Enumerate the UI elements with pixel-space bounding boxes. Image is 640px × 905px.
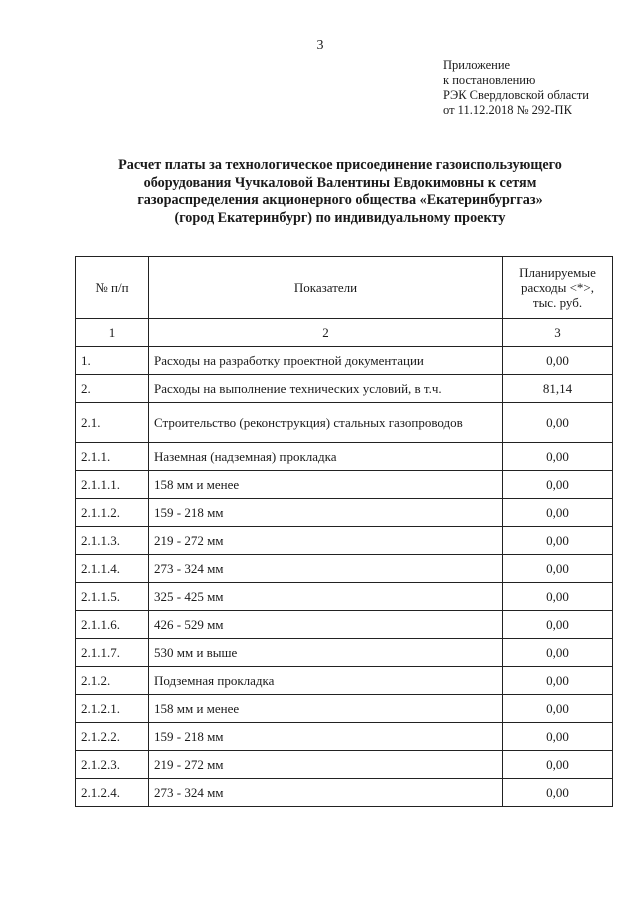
row-number: 2.1.1.2. — [76, 499, 149, 527]
header-cost — [503, 257, 613, 319]
title-line: оборудования Чучкаловой Валентины Евдокимовны к сетям — [143, 174, 537, 191]
column-number: 3 — [503, 319, 613, 347]
row-number: 2. — [76, 375, 149, 403]
row-value: 0,00 — [503, 443, 613, 471]
row-value: 0,00 — [503, 471, 613, 499]
row-value: 0,00 — [503, 779, 613, 807]
row-value: 0,00 — [503, 695, 613, 723]
document-title — [60, 157, 620, 227]
table-row — [76, 583, 613, 611]
row-value: 0,00 — [503, 611, 613, 639]
row-name: 273 - 324 мм — [149, 555, 503, 583]
row-number: 2.1.1.1. — [76, 471, 149, 499]
table-row — [76, 611, 613, 639]
row-value: 0,00 — [503, 527, 613, 555]
row-name: 219 - 272 мм — [149, 527, 503, 555]
appendix-line: Приложение — [443, 58, 511, 72]
row-name: 530 мм и выше — [149, 639, 503, 667]
row-name: 219 - 272 мм — [149, 751, 503, 779]
row-value: 0,00 — [503, 555, 613, 583]
appendix-line: РЭК Свердловской области — [443, 88, 589, 102]
table-row — [76, 555, 613, 583]
row-name: Строительство (реконструкция) стальных газопроводов — [149, 403, 503, 443]
row-value: 0,00 — [503, 639, 613, 667]
title-line: газораспределения акционерного общества «Екатеринбурггаз» — [137, 192, 543, 208]
row-name: 325 - 425 мм — [149, 583, 503, 611]
row-name: Подземная прокладка — [149, 667, 503, 695]
column-number: 2 — [149, 319, 503, 347]
table-row — [76, 527, 613, 555]
table-row — [76, 639, 613, 667]
table-row — [76, 667, 613, 695]
table-row — [76, 375, 613, 403]
row-value: 0,00 — [503, 723, 613, 751]
table-row — [76, 403, 613, 443]
column-number: 1 — [76, 319, 149, 347]
row-number: 2.1.2.4. — [76, 779, 149, 807]
header-num: № п/п — [76, 257, 149, 319]
fee-calculation-table — [75, 256, 613, 807]
row-name: Наземная (надземная) прокладка — [149, 443, 503, 471]
page-number: 3 — [316, 38, 324, 53]
header-cost-line: тыс. руб. — [532, 295, 583, 310]
row-name: 273 - 324 мм — [149, 779, 503, 807]
row-number: 2.1.1.4. — [76, 555, 149, 583]
row-value: 0,00 — [503, 499, 613, 527]
row-value: 0,00 — [503, 403, 613, 443]
appendix-line: от 11.12.2018 № 292-ПК — [443, 103, 572, 117]
row-number: 2.1.1.5. — [76, 583, 149, 611]
column-number-row — [76, 319, 613, 347]
row-value: 81,14 — [503, 375, 613, 403]
header-cost-line: Планируемые — [519, 265, 596, 280]
table-row — [76, 751, 613, 779]
table-row — [76, 347, 613, 375]
appendix-line: к постановлению — [443, 73, 536, 87]
row-number: 2.1.2.2. — [76, 723, 149, 751]
row-number: 2.1.1.3. — [76, 527, 149, 555]
table-row — [76, 695, 613, 723]
title-line: (город Екатеринбург) по индивидуальному проекту — [174, 209, 506, 226]
row-name: 158 мм и менее — [149, 695, 503, 723]
row-number: 2.1.2. — [76, 667, 149, 695]
row-number: 2.1.2.3. — [76, 751, 149, 779]
row-number: 2.1.1.6. — [76, 611, 149, 639]
header-cost-line: расходы <*>, — [520, 280, 594, 295]
row-name: Расходы на разработку проектной документации — [149, 347, 503, 375]
row-value: 0,00 — [503, 751, 613, 779]
row-value: 0,00 — [503, 667, 613, 695]
row-value: 0,00 — [503, 583, 613, 611]
row-name: 159 - 218 мм — [149, 723, 503, 751]
header-name: Показатели — [149, 257, 503, 319]
row-number: 2.1.2.1. — [76, 695, 149, 723]
title-line: Расчет платы за технологическое присоединение газоиспользующего — [118, 157, 562, 173]
row-number: 2.1.1. — [76, 443, 149, 471]
row-name: Расходы на выполнение технических условий, в т.ч. — [149, 375, 503, 403]
row-number: 2.1.1.7. — [76, 639, 149, 667]
table-row — [76, 723, 613, 751]
row-value: 0,00 — [503, 347, 613, 375]
table-row — [76, 443, 613, 471]
table-row — [76, 471, 613, 499]
table-header-row — [76, 257, 613, 319]
appendix-note — [443, 58, 589, 118]
row-name: 426 - 529 мм — [149, 611, 503, 639]
row-name: 158 мм и менее — [149, 471, 503, 499]
row-name: 159 - 218 мм — [149, 499, 503, 527]
table-row — [76, 499, 613, 527]
row-number: 2.1. — [76, 403, 149, 443]
row-number: 1. — [76, 347, 149, 375]
table-row — [76, 779, 613, 807]
